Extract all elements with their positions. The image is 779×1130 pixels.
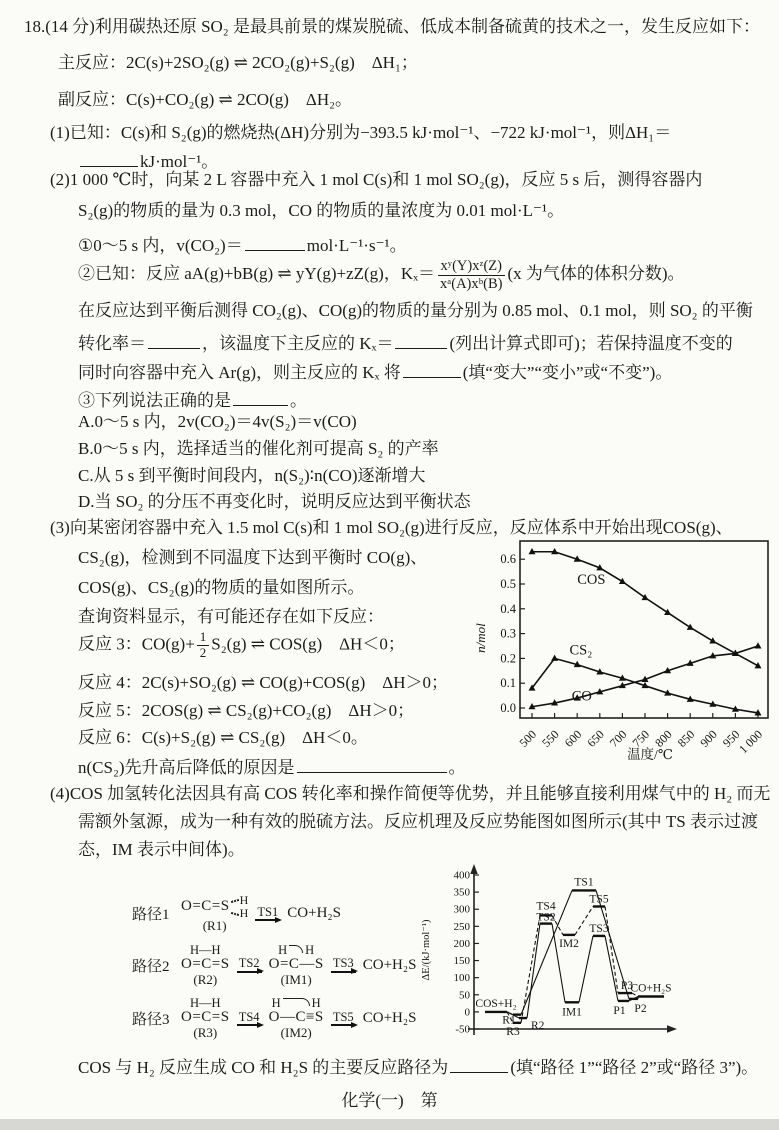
energy-profile-svg bbox=[418, 857, 680, 1062]
svg-text:IM2: IM2 bbox=[559, 937, 579, 950]
reaction-arrow-ts1: TS1 bbox=[255, 906, 280, 921]
answer-blank[interactable] bbox=[403, 359, 461, 378]
part2-eq2: 转化率＝ ，该温度下主反应的 Kₓ＝ (列出计算式即可)；若保持温度不变的 bbox=[78, 330, 733, 355]
part3-line2: CS₂(g)，检测到不同温度下达到平衡时 CO(g)、 bbox=[78, 548, 428, 567]
question-stem: 18.(14 分)利用碳热还原 SO₂ 是最具前景的煤炭脱硫、低成本制备硫黄的技术之一，发生反应如下： bbox=[24, 17, 760, 36]
part4-line2: 需额外氢源，成为一种有效的脱硫方法。反应机理及反应势能图如图所示(其中 TS 表示过渡 bbox=[78, 812, 758, 831]
svg-text:0: 0 bbox=[464, 1006, 470, 1019]
reaction-arrow-ts5: TS5 bbox=[331, 1011, 356, 1026]
arrow-icon bbox=[237, 1024, 262, 1026]
structure-r2: H—H O=C=S (R2) bbox=[181, 942, 230, 987]
reaction-6: 反应 6：C(s)+S₂(g) ⇌ CS₂(g) ΔH＜0。 bbox=[78, 728, 368, 747]
option-a: A.0～5 s 内，2v(CO₂)＝4v(S₂)＝v(CO) bbox=[78, 412, 357, 431]
svg-text:0.4: 0.4 bbox=[500, 601, 516, 616]
svg-text:IM1: IM1 bbox=[562, 1006, 582, 1019]
kx-fraction: $\frac{\text{xʸ(Y)xᶻ(Z)}}{\text{xᵃ(A)xᵇ(B)}}$ bbox=[437, 258, 505, 292]
reaction-arrow-ts2: TS2 bbox=[237, 957, 262, 972]
part3-line3: COS(g)、CS₂(g)的物质的量如图所示。 bbox=[78, 578, 365, 597]
one-half-fraction: $\frac{1}{2}$ bbox=[197, 630, 210, 661]
arrow-icon bbox=[331, 1024, 356, 1026]
svg-text:R2: R2 bbox=[531, 1020, 545, 1033]
reaction-3: 反应 3：CO(g)+ $\frac{1}{2}$ S₂(g) ⇌ COS(g) ΔH＜0； bbox=[78, 629, 405, 660]
svg-text:TS1: TS1 bbox=[574, 876, 594, 889]
svg-text:0.6: 0.6 bbox=[500, 552, 516, 567]
part2-intro1: (2)1 000 ℃时，向某 2 L 容器中充入 1 mol C(s)和 1 mol SO₂(g)，反应 5 s 后，测得容器内 bbox=[50, 170, 703, 189]
svg-text:COS+H₂: COS+H₂ bbox=[475, 997, 517, 1010]
h-atoms: H H bbox=[231, 894, 249, 919]
main-reaction: 主反应：2C(s)+2SO₂(g) ⇌ 2CO₂(g)+S₂(g) ΔH₁； bbox=[58, 53, 418, 72]
svg-text:n/mol: n/mol bbox=[473, 623, 488, 653]
svg-text:850: 850 bbox=[674, 727, 698, 750]
svg-text:800: 800 bbox=[652, 727, 675, 750]
part2-q1: ①0～5 s 内，v(CO₂)＝ mol·L⁻¹·s⁻¹。 bbox=[78, 232, 407, 257]
svg-text:500: 500 bbox=[516, 727, 540, 750]
answer-blank[interactable] bbox=[80, 148, 138, 167]
part4-question: COS 与 H₂ 反应生成 CO 和 H₂S 的主要反应路径为 (填“路径 1”“路径 2”或“路径 3”)。 bbox=[78, 1054, 758, 1079]
svg-text:R3: R3 bbox=[506, 1025, 520, 1038]
product-path2: CO+H₂S bbox=[362, 956, 417, 973]
svg-text:P3: P3 bbox=[620, 980, 634, 993]
answer-blank[interactable] bbox=[297, 754, 447, 773]
svg-text:50: 50 bbox=[459, 989, 470, 1002]
part4-line1: (4)COS 加氢转化法因具有高 COS 转化率和操作简便等优势，并且能够直接利用煤气中的 H₂ 而无 bbox=[50, 784, 771, 803]
part2-intro2: S₂(g)的物质的量为 0.3 mol，CO 的物质的量浓度为 0.01 mol·L⁻¹。 bbox=[78, 201, 565, 220]
svg-text:TS4: TS4 bbox=[536, 900, 556, 913]
svg-text:0.3: 0.3 bbox=[500, 626, 516, 641]
path3-label: 路径3 bbox=[132, 1012, 170, 1029]
svg-text:1 000: 1 000 bbox=[736, 727, 766, 757]
part3-line4: 查询资料显示，有可能还存在如下反应： bbox=[78, 607, 384, 626]
part3-line1: (3)向某密闭容器中充入 1.5 mol C(s)和 1 mol SO₂(g)进行反应，反应体系中开始出现COS(g)、 bbox=[50, 518, 733, 537]
structure-r1: O=C=S H H (R1) bbox=[181, 893, 249, 934]
svg-text:P2: P2 bbox=[634, 1002, 647, 1015]
svg-text:700: 700 bbox=[606, 727, 630, 750]
scan-edge bbox=[0, 1119, 779, 1130]
svg-text:750: 750 bbox=[629, 727, 653, 750]
svg-text:0.5: 0.5 bbox=[500, 577, 516, 591]
product-path3: CO+H₂S bbox=[362, 1010, 417, 1027]
svg-text:-50: -50 bbox=[455, 1023, 470, 1036]
part2-eq3: 同时向容器中充入 Ar(g)，则主反应的 Kₓ 将 (填“变大”“变小”或“不变”)。 bbox=[78, 359, 672, 384]
reaction-4: 反应 4：2C(s)+SO₂(g) ⇌ CO(g)+COS(g) ΔH＞0； bbox=[78, 673, 448, 692]
svg-text:300: 300 bbox=[453, 903, 470, 916]
reaction-5: 反应 5：2COS(g) ⇌ CS₂(g)+CO₂(g) ΔH＞0； bbox=[78, 701, 415, 720]
equilibrium-chart bbox=[470, 533, 779, 771]
part1-answer-line: kJ·mol⁻¹。 bbox=[78, 148, 218, 173]
svg-text:150: 150 bbox=[453, 955, 470, 968]
svg-text:0.0: 0.0 bbox=[500, 701, 516, 715]
energy-profile-chart bbox=[418, 857, 680, 1067]
arrow-icon bbox=[255, 919, 280, 921]
equilibrium-chart-svg bbox=[470, 533, 779, 766]
curved-arrow-icon bbox=[289, 945, 303, 953]
svg-text:TS5: TS5 bbox=[589, 893, 609, 906]
svg-text:TS3: TS3 bbox=[589, 922, 609, 935]
svg-text:550: 550 bbox=[539, 727, 562, 750]
svg-text:R1: R1 bbox=[502, 1014, 516, 1027]
curved-arrow-icon bbox=[283, 998, 310, 1006]
option-b: B.0～5 s 内，选择适当的催化剂可提高 S₂ 的产率 bbox=[78, 439, 439, 458]
structure-r3: H—H O=C=S (R3) bbox=[181, 996, 230, 1041]
svg-text:950: 950 bbox=[719, 727, 743, 750]
part2-q3: ③下列说法正确的是 。 bbox=[78, 387, 307, 412]
path1-label: 路径1 bbox=[132, 906, 170, 923]
svg-text:ΔE/(kJ·mol⁻¹): ΔE/(kJ·mol⁻¹) bbox=[421, 919, 432, 981]
svg-text:900: 900 bbox=[697, 727, 720, 750]
part1-line: (1)已知：C(s)和 S₂(g)的燃烧热(ΔH)分别为−393.5 kJ·mol⁻¹、−722 kJ·mol⁻¹，则ΔH₁＝ bbox=[50, 123, 672, 142]
svg-text:250: 250 bbox=[453, 920, 470, 933]
option-c: C.从 5 s 到平衡时间段内，n(S₂)∶n(CO)逐渐增大 bbox=[78, 466, 426, 485]
reaction-arrow-ts3: TS3 bbox=[331, 957, 356, 972]
svg-text:600: 600 bbox=[561, 727, 585, 750]
svg-text:TS2: TS2 bbox=[536, 911, 556, 924]
svg-text:温度/℃: 温度/℃ bbox=[627, 747, 673, 762]
svg-text:P1: P1 bbox=[613, 1004, 626, 1017]
path2-label: 路径2 bbox=[132, 958, 170, 975]
part2-q2-kx: ②已知：反应 aA(g)+bB(g) ⇌ yY(g)+zZ(g)，Kₓ＝ $\frac{\text{xʸ(Y)xᶻ(Z)}}{\text{xᵃ(A)xᵇ(B)}}$ (x 为气体的体积分数)。 bbox=[78, 258, 685, 292]
part3-reason: n(CS₂)先升高后降低的原因是 。 bbox=[78, 754, 466, 779]
answer-blank[interactable] bbox=[148, 330, 200, 349]
side-reaction: 副反应：C(s)+CO₂(g) ⇌ 2CO(g) ΔH₂。 bbox=[58, 90, 353, 109]
question-number: 18. bbox=[24, 17, 46, 36]
part2-eq1: 在反应达到平衡后测得 CO₂(g)、CO(g)的物质的量分别为 0.85 mol、0.1 mol，则 SO₂ 的平衡 bbox=[78, 301, 753, 320]
answer-blank[interactable] bbox=[245, 232, 305, 251]
arrow-icon bbox=[237, 971, 262, 973]
svg-text:CS₂: CS₂ bbox=[569, 642, 593, 659]
svg-text:400: 400 bbox=[453, 869, 470, 882]
answer-blank[interactable] bbox=[450, 1054, 508, 1073]
svg-text:CO: CO bbox=[571, 688, 592, 705]
svg-text:200: 200 bbox=[453, 937, 470, 950]
product-path1: CO+H₂S bbox=[287, 904, 341, 921]
answer-blank[interactable] bbox=[395, 330, 447, 349]
page-footer: 化学(一) 第 bbox=[341, 1091, 438, 1110]
svg-text:0.2: 0.2 bbox=[500, 651, 516, 666]
svg-text:0.1: 0.1 bbox=[500, 676, 516, 691]
svg-text:COS: COS bbox=[577, 572, 606, 588]
reaction-arrow-ts4: TS4 bbox=[237, 1011, 262, 1026]
svg-text:650: 650 bbox=[584, 727, 607, 750]
svg-text:CO+H₂S: CO+H₂S bbox=[630, 982, 672, 995]
option-d: D.当 SO₂ 的分压不再变化时，说明反应达到平衡状态 bbox=[78, 492, 471, 511]
answer-blank[interactable] bbox=[233, 387, 288, 406]
arrow-icon bbox=[331, 971, 356, 973]
svg-text:100: 100 bbox=[453, 972, 470, 985]
structure-im2: H H O—C≡S (IM2) bbox=[268, 996, 324, 1041]
part4-line3: 态，IM 表示中间体)。 bbox=[78, 840, 245, 859]
svg-text:350: 350 bbox=[453, 886, 470, 899]
structure-im1: H H O=C—S (IM1) bbox=[268, 942, 324, 987]
